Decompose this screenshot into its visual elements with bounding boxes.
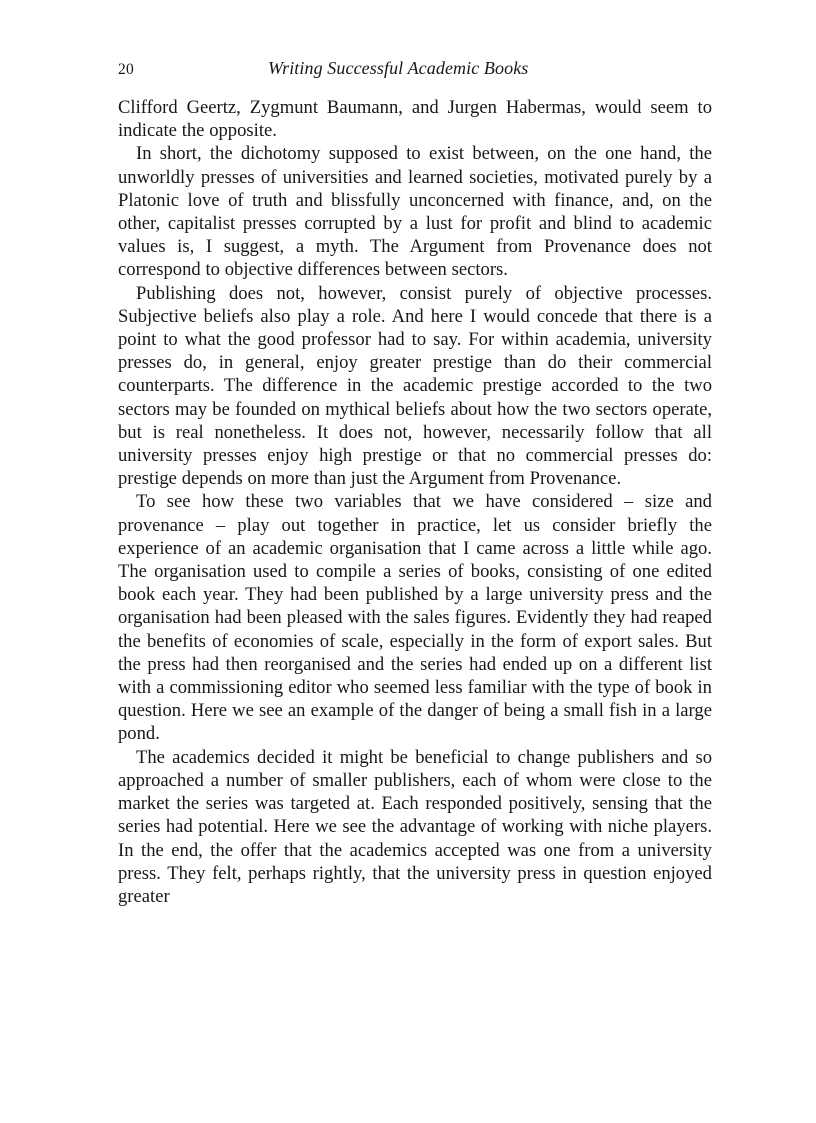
- paragraph: Publishing does not, however, consist purely of objective processes. Subjective beliefs also play a role. And here I would concede that there is a point to what the good professor had to say. For within academia, university presses do, in general, enjoy greater prestige than do their commercial counterparts. The difference in the academic prestige accorded to the two sectors may be founded on mythical beliefs about how the two sectors operate, but is real nonetheless. It does not, however, necessarily follow that all university presses enjoy high prestige or that no commercial presses do: prestige depends on more than just the Argument from Provenance.: [118, 282, 712, 490]
- page-number: 20: [118, 61, 135, 78]
- paragraph: Clifford Geertz, Zygmunt Baumann, and Jurgen Habermas, would seem to indicate the opposite.: [118, 97, 712, 142]
- running-head-title: Writing Successful Academic Books: [268, 58, 529, 78]
- paragraph: To see how these two variables that we have considered – size and provenance – play out together in practice, let us consider briefly the experience of an academic organisation that I came across a little while ago. The organisation used to compile a series of books, consisting of one edited book each year. They had been published by a large university press and the organisation had been pleased with the sales figures. Evidently they had reaped the benefits of economies of scale, especially in the form of export sales. But the press had then reorganised and the series had ended up on a different list with a commissioning editor who seemed less familiar with the type of book in question. Here we see an example of the danger of being a small fish in a large pond.: [118, 491, 712, 745]
- paragraph: In short, the dichotomy supposed to exist between, on the one hand, the unworldly presses of universities and learned societies, motivated purely by a Platonic love of truth and blissfully unconcerned with finance, and, on the other, capitalist presses corrupted by a lust for profit and blind to academic values is, I suggest, a myth. The Argument from Provenance does not correspond to objective differences between sectors.: [118, 143, 712, 281]
- paragraph: The academics decided it might be beneficial to change publishers and so approached a number of smaller publishers, each of whom were close to the market the series was targeted at. Each responded positively, sensing that the series had potential. Here we see the advantage of working with niche players. In the end, the offer that the academics accepted was one from a university press. They felt, perhaps rightly, that the university press in question enjoyed greater: [118, 746, 712, 907]
- body-text-block: [118, 96, 712, 908]
- running-head: [118, 58, 712, 82]
